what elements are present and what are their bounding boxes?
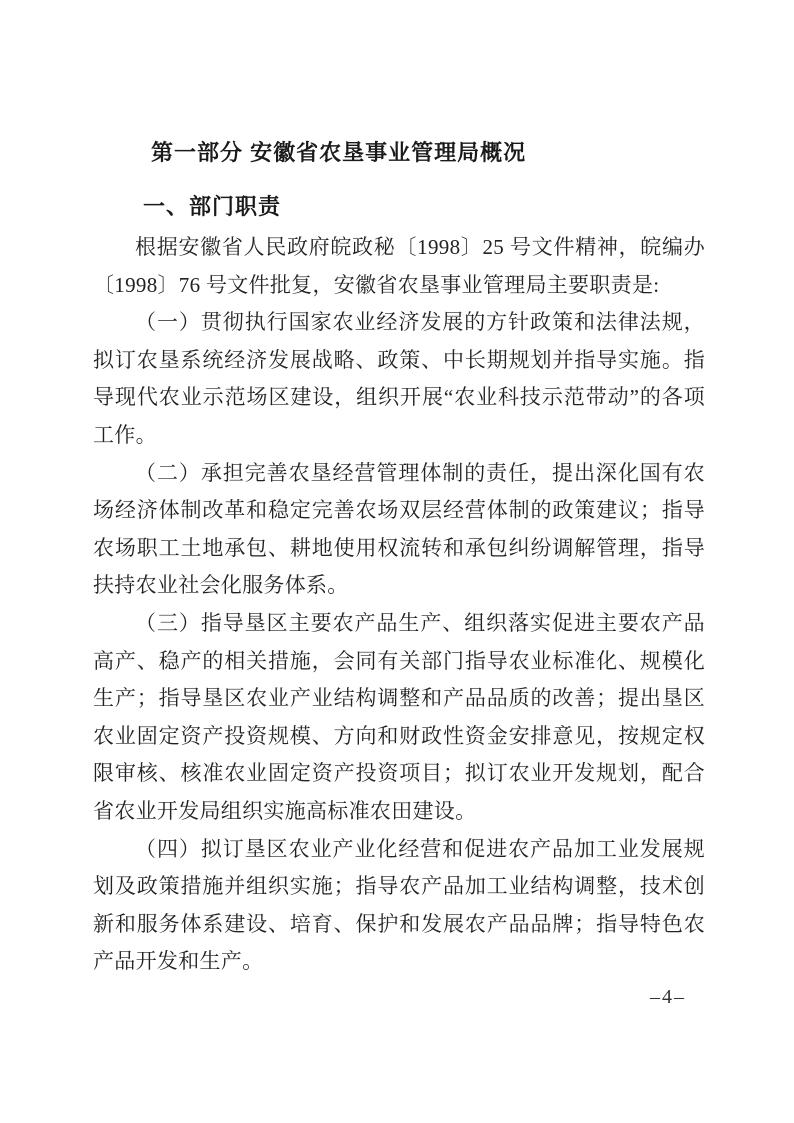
document-content [93,140,705,981]
page-number: –4– [650,986,686,1008]
section-heading: 一、部门职责 [143,194,282,219]
paragraph-intro: 根据安徽省人民政府皖政秘〔1998〕25 号文件精神，皖编办〔1998〕76 号文件批复，安徽省农垦事业管理局主要职责是: [93,235,705,297]
paragraph-duty-1: （一）贯彻执行国家农业经济发展的方针政策和法律法规，拟订农垦系统经济发展战略、政策、中长期规划并指导实施。指导现代农业示范场区建设，组织开展“农业科技示范带动”的各项工作。 [93,310,705,447]
document-body [93,229,705,981]
paragraph-duty-3: （三）指导垦区主要农产品生产、组织落实促进主要农产品高产、稳产的相关措施，会同有关部门指导农业标准化、规模化生产；指导垦区农业产业结构调整和产品品质的改善；提出垦区农业固定资产投资规模、方向和财政性资金安排意见，按规定权限审核、核准农业固定资产投资项目；拟订农业开发规划，配合省农业开发局组织实施高标准农田建设。 [93,610,705,823]
document-title: 第一部分 安徽省农垦事业管理局概况 [151,140,527,165]
paragraph-duty-4: （四）拟订垦区农业产业化经营和促进农产品加工业发展规划及政策措施并组织实施；指导农产品加工业结构调整，技术创新和服务体系建设、培育、保护和发展农产品品牌；指导特色农产品开发和生产。 [93,836,705,974]
paragraph-duty-2: （二）承担完善农垦经营管理体制的责任，提出深化国有农场经济体制改革和稳定完善农场双层经营体制的政策建议；指导农场职工土地承包、耕地使用权流转和承包纠纷调解管理，指导扶持农业社会化服务体系。 [93,460,705,598]
